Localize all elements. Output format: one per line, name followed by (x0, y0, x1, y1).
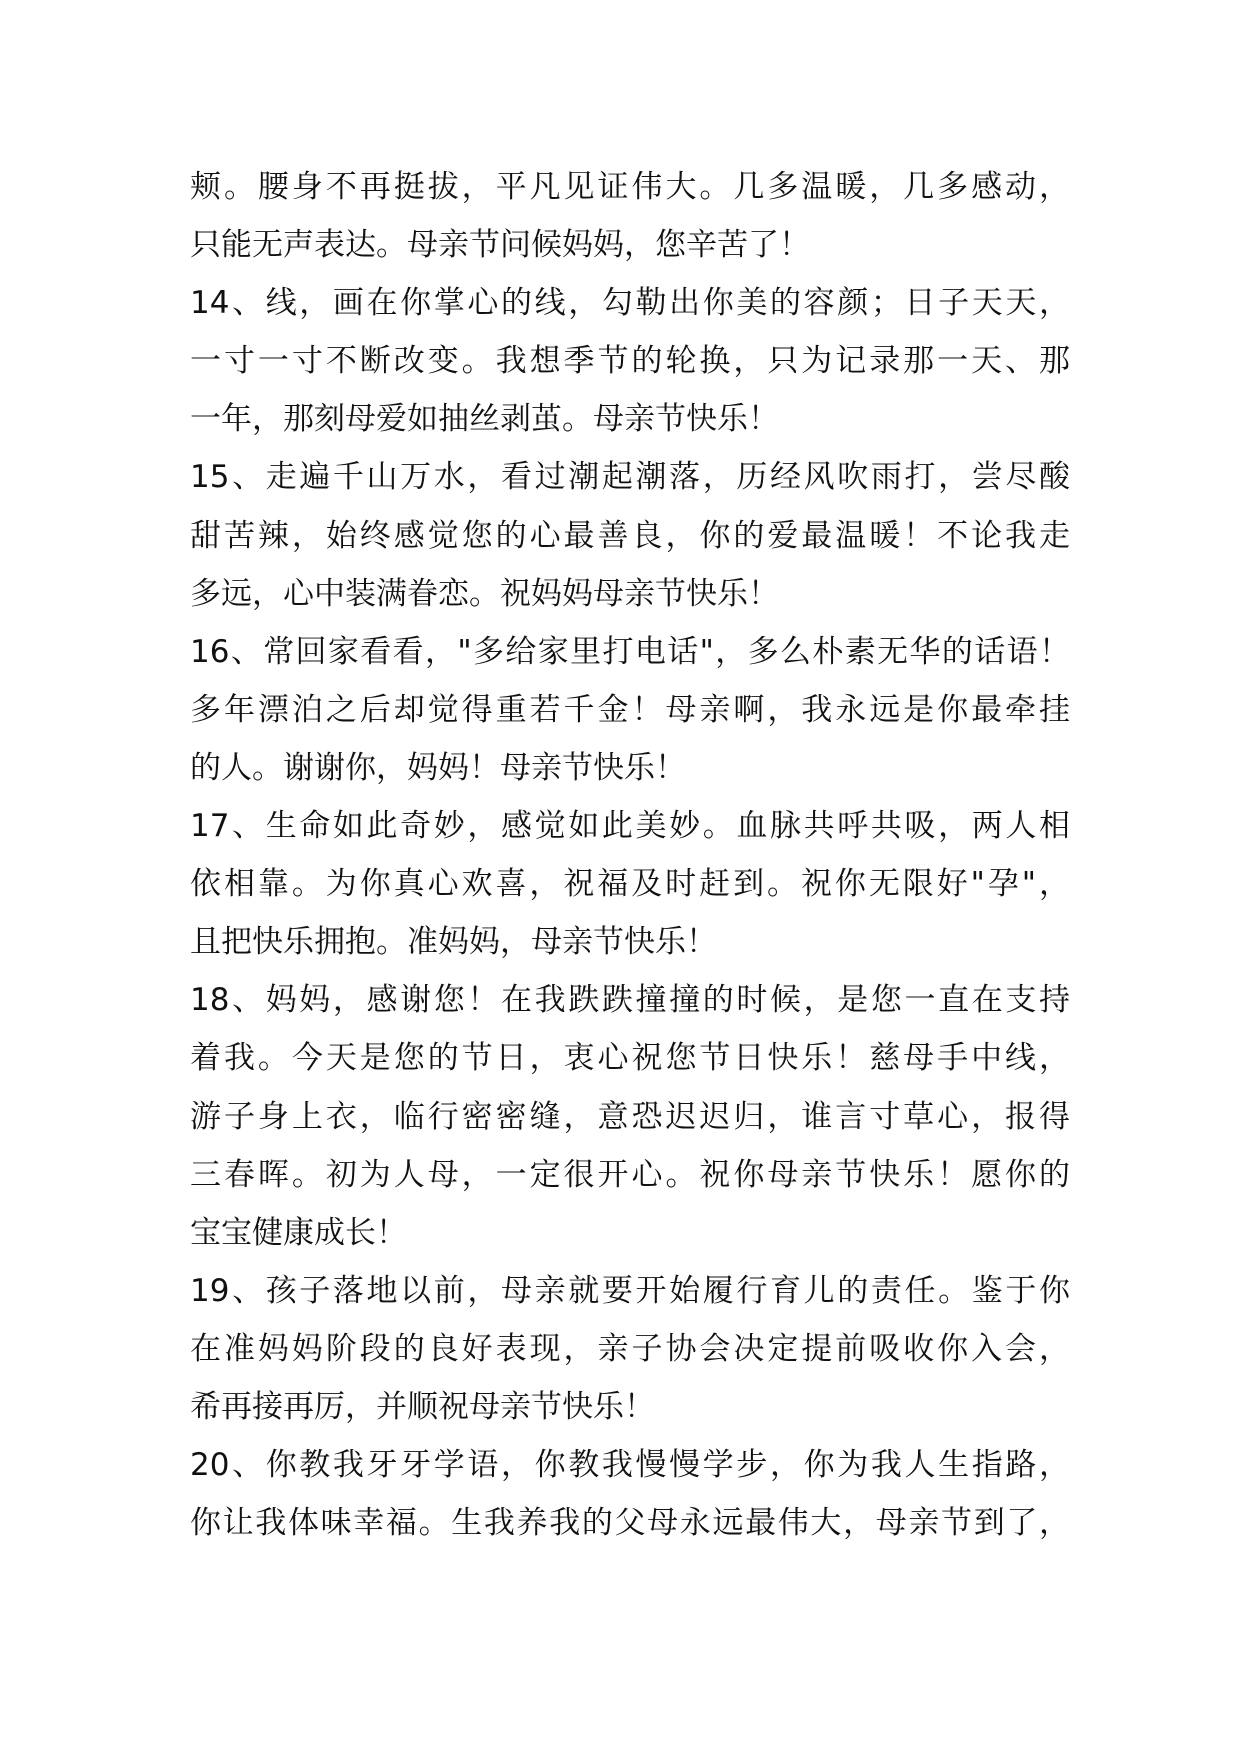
text-line: 14、线，画在你掌心的线，勾勒出你美的容颜；日子天天， (190, 285, 1070, 322)
text-line: 16、常回家看看，"多给家里打电话"，多么朴素无华的话语！ (190, 633, 1070, 670)
text-line: 且把快乐拥抱。准妈妈，母亲节快乐！ (190, 924, 717, 961)
text-line: 19、孩子落地以前，母亲就要开始履行育儿的责任。鉴于你 (190, 1272, 1070, 1309)
text-line: 希再接再厉，并顺祝母亲节快乐！ (190, 1388, 655, 1425)
text-line: 的人。谢谢你，妈妈！母亲节快乐！ (190, 749, 686, 786)
text-line: 多远，心中装满眷恋。祝妈妈母亲节快乐！ (190, 575, 779, 612)
text-line: 20、你教我牙牙学语，你教我慢慢学步，你为我人生指路， (190, 1447, 1070, 1484)
text-line: 依相靠。为你真心欢喜，祝福及时赶到。祝你无限好"孕"， (190, 866, 1070, 903)
text-line: 只能无声表达。母亲节问候妈妈，您辛苦了！ (190, 227, 810, 264)
text-line: 17、生命如此奇妙，感觉如此美妙。血脉共呼共吸，两人相 (190, 808, 1070, 845)
text-line: 一年，那刻母爱如抽丝剥茧。母亲节快乐！ (190, 401, 779, 438)
document-page (190, 158, 1070, 1552)
text-line: 你让我体味幸福。生我养我的父母永远最伟大，母亲节到了， (190, 1505, 1070, 1542)
text-line: 在准妈妈阶段的良好表现，亲子协会决定提前吸收你入会， (190, 1330, 1070, 1367)
text-line: 多年漂泊之后却觉得重若千金！母亲啊，我永远是你最牵挂 (190, 691, 1070, 728)
text-line: 宝宝健康成长！ (190, 1214, 407, 1251)
text-line: 18、妈妈，感谢您！在我跌跌撞撞的时候，是您一直在支持 (190, 982, 1070, 1019)
text-line: 一寸一寸不断改变。我想季节的轮换，只为记录那一天、那 (190, 343, 1070, 380)
text-line: 颊。腰身不再挺拔，平凡见证伟大。几多温暖，几多感动， (190, 169, 1070, 205)
text-line: 甜苦辣，始终感觉您的心最善良，你的爱最温暖！不论我走 (190, 517, 1070, 554)
text-line: 15、走遍千山万水，看过潮起潮落，历经风吹雨打，尝尽酸 (190, 459, 1070, 496)
text-line: 三春晖。初为人母，一定很开心。祝你母亲节快乐！愿你的 (190, 1156, 1070, 1193)
text-line: 游子身上衣，临行密密缝，意恐迟迟归，谁言寸草心，报得 (190, 1098, 1070, 1135)
text-line: 着我。今天是您的节日，衷心祝您节日快乐！慈母手中线， (190, 1040, 1070, 1077)
